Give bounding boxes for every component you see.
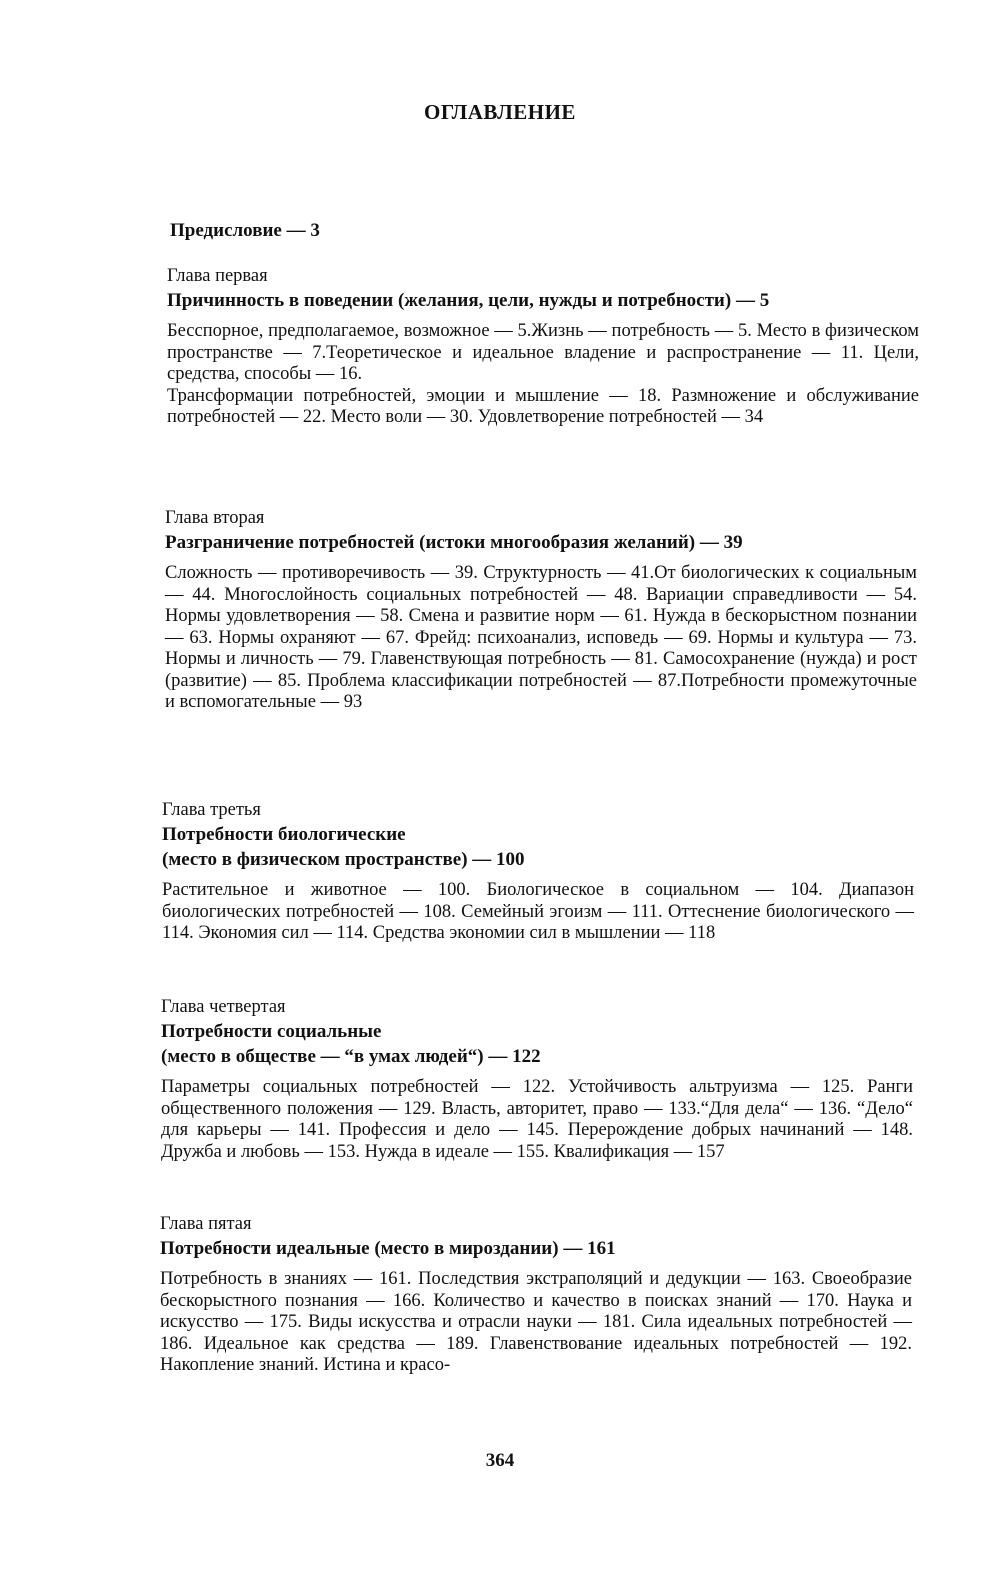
contents-paragraph: Растительное и животное — 100. Биологическое в социальном — 104. Диапазон биологических потребностей — 108. Семейный эгоизм — 111. Оттеснение биологического — 114. Экономия сил — 114. Средства экономии сил в мышлении — 118 <box>162 880 914 943</box>
chapter-contents <box>161 1077 913 1163</box>
chapter-4 <box>161 995 913 1163</box>
chapter-title-line: Потребности биологические <box>162 824 406 845</box>
chapter-title-line: Потребности идеальные (место в мироздании) — 161 <box>160 1238 616 1259</box>
toc-preface-entry: Предисловие — 3 <box>170 220 320 241</box>
page-number: 364 <box>485 1450 515 1471</box>
chapter-5 <box>160 1212 912 1377</box>
chapter-label: Глава четвертая <box>161 997 286 1017</box>
chapter-title-line: Потребности социальные <box>161 1021 382 1042</box>
chapter-contents <box>162 880 914 945</box>
chapter-title-line: Причинность в поведении (желания, цели, нужды и потребности) — 5 <box>167 290 770 311</box>
chapter-title-line: Разграничение потребностей (истоки многообразия желаний) — 39 <box>165 532 743 553</box>
contents-paragraph: Параметры социальных потребностей — 122. Устойчивость альтруизма — 125. Ранги общественного положения — 129. Власть, авторитет, право — 133.“Для дела“ — 136. “Дело“ для карьеры — 141. Профессия и дело — 145. Перерождение добрых начинаний — 148. Дружба и любовь — 153. Нужда в идеале — 155. Квалификация — 157 <box>161 1077 913 1162</box>
chapter-3 <box>162 798 914 945</box>
contents-paragraph: Бесспорное, предполагаемое, возможное — 5.Жизнь — потребность — 5. Место в физическом пространстве — 7.Теоретическое и идеальное владение и распространение — 11. Цели, средства, способы — 16. <box>167 321 919 384</box>
chapter-title-line: (место в физическом пространстве) — 100 <box>162 849 525 870</box>
chapter-label: Глава третья <box>162 800 261 820</box>
contents-paragraph: Потребность в знаниях — 161. Последствия экстраполяций и дедукции — 163. Своеобразие бескорыстного познания — 166. Количество и качество в поисках знаний — 170. Наука и искусство — 175. Виды искусства и отрасли науки — 181. Сила идеальных потребностей — 186. Идеальное как средства — 189. Главенствование идеальных потребностей — 192. Накопление знаний. Истина и красо- <box>160 1269 912 1375</box>
chapter-label: Глава пятая <box>160 1214 252 1234</box>
page-title: ОГЛАВЛЕНИЕ <box>424 100 576 124</box>
chapter-contents <box>167 321 919 429</box>
chapter-label: Глава первая <box>167 266 268 286</box>
chapter-contents <box>160 1269 912 1377</box>
chapter-label: Глава вторая <box>165 508 265 528</box>
chapter-2 <box>165 506 917 714</box>
chapter-1 <box>167 264 919 429</box>
chapter-contents <box>165 563 917 714</box>
contents-paragraph: Сложность — противоречивость — 39. Структурность — 41.От биологических к социальным — 44. Многослойность социальных потребностей — 48. Вариации справедливости — 54. Нормы удовлетворения — 58. Смена и развитие норм — 61. Нужда в бескорыстном познании — 63. Нормы охраняют — 67. Фрейд: психоанализ, исповедь — 69. Нормы и культура — 73. Нормы и личность — 79. Главенствующая потребность — 81. Самосохранение (нужда) и рост (развитие) — 85. Проблема классификации потребностей — 87.Потребности промежуточные и вспомогательные — 93 <box>165 563 917 712</box>
chapter-title-line: (место в обществе — “в умах людей“) — 122 <box>161 1046 541 1067</box>
contents-paragraph: Трансформации потребностей, эмоции и мышление — 18. Размножение и обслуживание потребностей — 22. Место воли — 30. Удовлетворение потребностей — 34 <box>167 385 919 427</box>
